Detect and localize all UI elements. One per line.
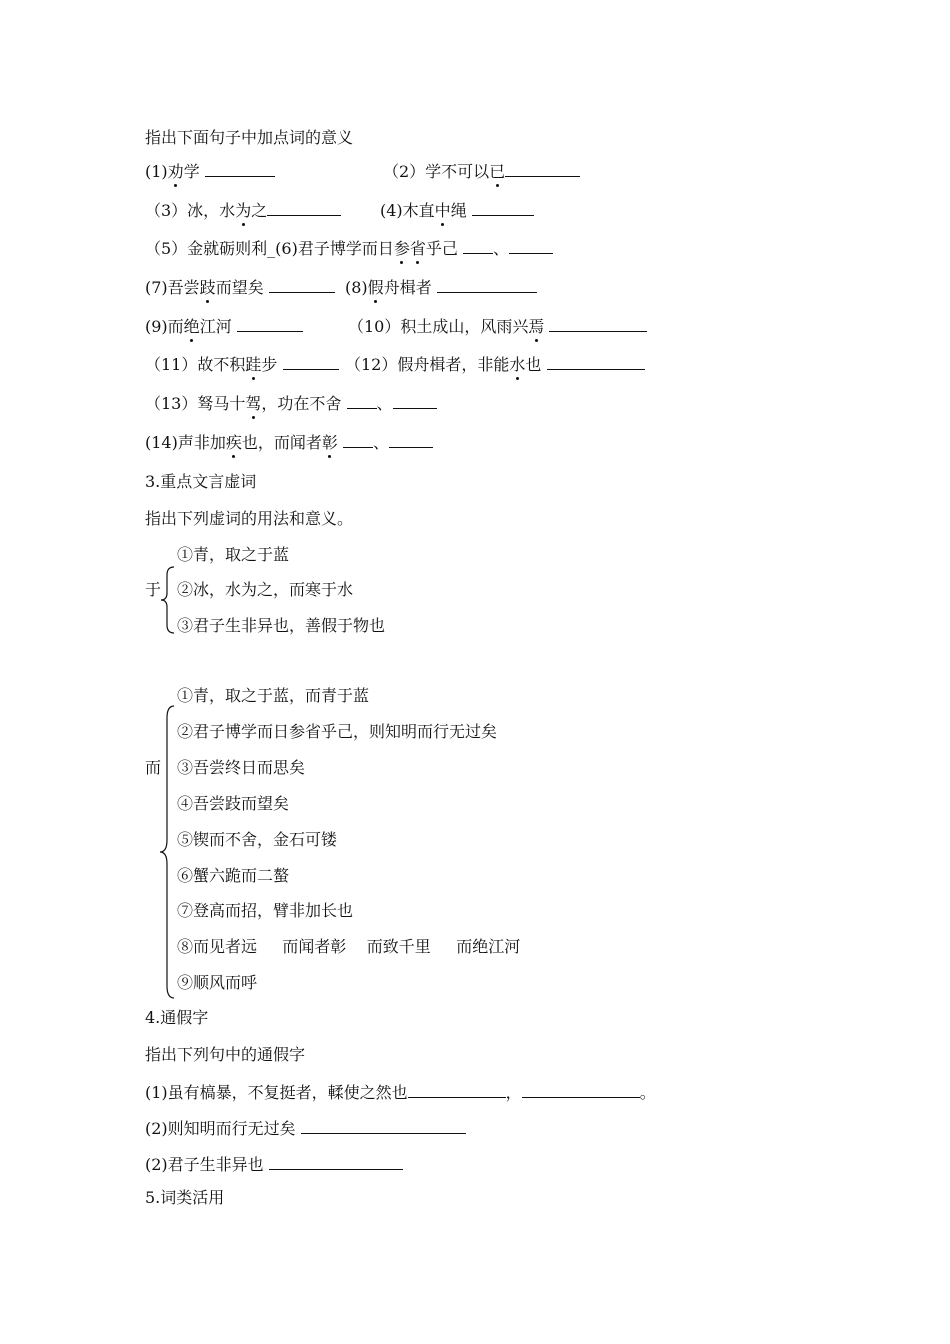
er-item-5: ⑤锲而不舍，金石可镂: [177, 830, 338, 849]
answer-blank[interactable]: [509, 238, 553, 254]
tongjia-question-2: (2)则知明而行无过矣: [145, 1118, 466, 1139]
answer-blank[interactable]: [505, 161, 580, 177]
er-item-3: ③吾尝终日而思矣: [177, 758, 306, 777]
er-item-1: ①青，取之于蓝，而青于蓝: [177, 686, 370, 705]
answer-blank[interactable]: [269, 277, 335, 293]
er-item-9: ⑨顺风而呼: [177, 973, 258, 992]
answer-blank[interactable]: [283, 354, 339, 370]
answer-blank[interactable]: [269, 1154, 403, 1170]
yu-item-2: ②冰，水为之，而寒于水: [177, 580, 354, 599]
er-item-4: ④吾尝跂而望矣: [177, 794, 290, 813]
question-8: (8)假舟楫者: [345, 277, 537, 298]
er-item-2: ②君子博学而日参省乎己，则知明而行无过矣: [177, 722, 498, 741]
answer-blank[interactable]: [267, 200, 341, 216]
question-9: (9)而绝江河: [145, 316, 303, 337]
section-3-heading: 3.重点文言虚词: [145, 472, 257, 491]
tongjia-question-3: (2)君子生非异也: [145, 1154, 403, 1175]
answer-blank[interactable]: [547, 354, 645, 370]
answer-blank[interactable]: [347, 393, 377, 409]
er-brace: [158, 704, 176, 1000]
question-13: （13）驽马十驾，功在不舍 、: [145, 393, 437, 414]
answer-blank[interactable]: [437, 277, 537, 293]
answer-blank[interactable]: [393, 393, 437, 409]
er-item-6: ⑥蟹六跪而二螯: [177, 866, 290, 885]
answer-blank[interactable]: [472, 200, 534, 216]
section-4-heading: 4.通假字: [145, 1008, 209, 1027]
er-item-8: ⑧而见者远 而闻者彰 而致千里 而绝江河: [177, 937, 521, 956]
question-7: (7)吾尝跂而望矣: [145, 277, 335, 298]
question-4: (4)木直中绳: [380, 200, 534, 221]
question-3: （3）冰，水为之: [145, 200, 341, 221]
question-1: (1)劝学: [145, 161, 275, 182]
tongjia-question-1: (1)虽有槁暴，不复挺者，輮使之然也 ， 。: [145, 1083, 656, 1102]
yu-item-3: ③君子生非异也，善假于物也: [177, 616, 386, 635]
yu-item-1: ①青，取之于蓝: [177, 545, 290, 564]
instruction-meaning: 指出下面句子中加点词的意义: [145, 128, 354, 147]
question-11: （11）故不积跬步: [145, 354, 339, 375]
yu-char: 于: [145, 580, 162, 599]
answer-blank[interactable]: [237, 316, 303, 332]
section-3-instruction: 指出下列虚词的用法和意义。: [145, 509, 354, 528]
answer-blank[interactable]: [522, 1082, 640, 1098]
er-char: 而: [145, 758, 162, 777]
answer-blank[interactable]: [408, 1082, 506, 1098]
answer-blank[interactable]: [463, 238, 493, 254]
section-4-instruction: 指出下列句中的通假字: [145, 1045, 306, 1064]
question-5-6: （5）金就砺则利_(6)君子博学而日参省乎己 、: [145, 238, 553, 259]
question-12: （12）假舟楫者，非能水也: [345, 354, 645, 375]
section-5-heading: 5.词类活用: [145, 1188, 225, 1207]
question-14: (14)声非加疾也，而闻者彰 、: [145, 432, 433, 453]
answer-blank[interactable]: [301, 1118, 466, 1134]
yu-brace: [160, 565, 176, 635]
answer-blank[interactable]: [549, 316, 647, 332]
answer-blank[interactable]: [389, 432, 433, 448]
question-10: （10）积土成山，风雨兴焉: [348, 316, 647, 337]
question-2: （2）学不可以已: [383, 161, 580, 182]
er-item-7: ⑦登高而招，臂非加长也: [177, 901, 354, 920]
answer-blank[interactable]: [343, 432, 373, 448]
answer-blank[interactable]: [205, 161, 275, 177]
